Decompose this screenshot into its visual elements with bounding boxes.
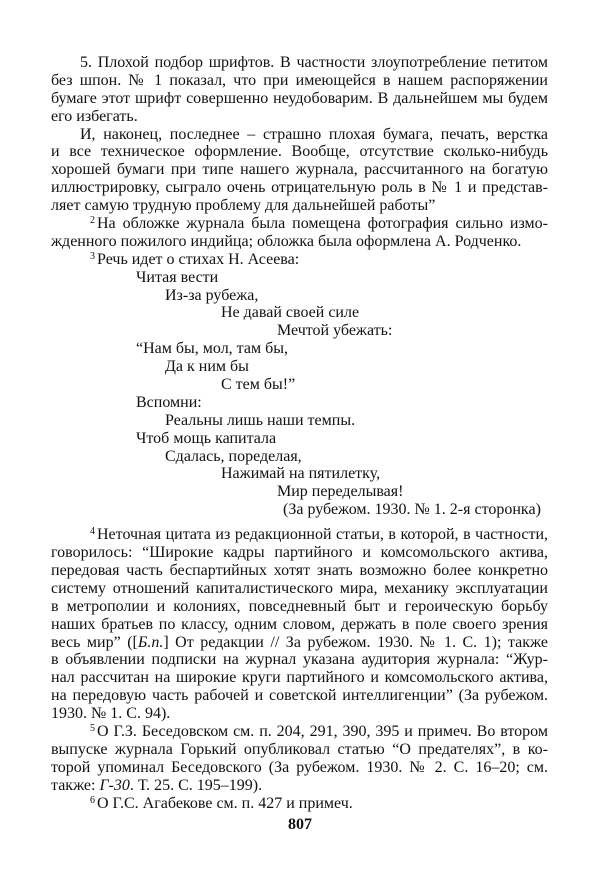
text-line bbox=[51, 598, 548, 616]
poem-line: Сдалась, поределая, bbox=[165, 447, 302, 465]
finally bbox=[51, 126, 548, 215]
text-line bbox=[51, 669, 548, 687]
text-line bbox=[51, 72, 548, 90]
line-text: нал рассчитан на широкие круги партийного и комсомольского актива, bbox=[51, 669, 548, 687]
footnote-mark: 2 bbox=[90, 215, 95, 227]
text-line bbox=[51, 723, 548, 741]
text-line bbox=[51, 687, 548, 705]
line-text: наших братьев по классу, одним словом, держать в поле своего зрения bbox=[51, 615, 548, 633]
line-text: Речь идет о стихах Н. Асеева: bbox=[97, 250, 300, 268]
italic-text: Б.п. bbox=[137, 633, 164, 651]
footnote-mark: 4 bbox=[90, 526, 95, 538]
line-text: систему отношений капиталистического мира, механику эксплуатации bbox=[51, 579, 548, 597]
text-segment: . Т. 25. С. 195–199). bbox=[129, 776, 263, 794]
poem-line: Читая вести bbox=[136, 268, 219, 286]
page-body bbox=[51, 54, 548, 812]
line-text: Неточная цитата из редакционной статьи, в которой, в частности, bbox=[97, 526, 548, 544]
footnote-2 bbox=[51, 215, 548, 251]
text-line bbox=[51, 197, 548, 215]
text-line bbox=[51, 741, 548, 759]
poem-line: Чтоб мощь капитала bbox=[136, 429, 277, 447]
text-line bbox=[51, 705, 548, 723]
footnote-4 bbox=[51, 526, 548, 723]
footnote-3 bbox=[51, 251, 548, 269]
text-line bbox=[51, 634, 548, 652]
text-line bbox=[51, 795, 548, 813]
poem-line: С тем бы!” bbox=[221, 376, 296, 394]
line-text: О Г.З. Беседовском см. п. 204, 291, 390, 395 и примеч. Во втором bbox=[97, 722, 548, 740]
text-segment: также: bbox=[51, 776, 100, 794]
line-text: в объявлении подписки на журнал указана аудитория журнала: “Жур- bbox=[51, 651, 548, 669]
line-text: в метрополии и колониях, повседневный быт и героическую борьбу bbox=[51, 597, 548, 615]
text-line bbox=[51, 580, 548, 598]
text-line bbox=[51, 54, 548, 72]
line-text: жденного пожилого индийца; обложка была оформлена А. Родченко. bbox=[51, 232, 522, 250]
text-line bbox=[51, 215, 548, 233]
poem-quote bbox=[51, 269, 548, 519]
line-text: говорилось: “Широкие кадры партийного и комсомольского актива, bbox=[51, 544, 548, 562]
line-text: О Г.С. Агабекове см. п. 427 и примеч. bbox=[97, 794, 353, 812]
footnote-6 bbox=[51, 795, 548, 813]
italic-text: Г-30 bbox=[99, 776, 130, 794]
poem-line: Из-за рубежа, bbox=[165, 286, 259, 304]
footnote-5 bbox=[51, 723, 548, 795]
text-line bbox=[51, 759, 548, 777]
text-line bbox=[51, 143, 548, 161]
line-text: на передовую часть рабочей и советской интеллигенции” (За рубежом. bbox=[51, 687, 548, 705]
line-text: хорошей бумаги при типе нашего журнала, рассчитанного на богатую bbox=[51, 161, 548, 179]
text-line bbox=[51, 777, 548, 795]
text-line bbox=[51, 651, 548, 669]
line-text: 5. Плохой подбор шрифтов. В частности злоупотребление петитом bbox=[80, 54, 548, 71]
line-text: и все техническое оформление. Вообще, отсутствие сколько-нибудь bbox=[51, 143, 548, 161]
line-text: 1930. № 1. С. 94). bbox=[51, 705, 171, 723]
text-line bbox=[51, 616, 548, 634]
text-line bbox=[51, 108, 548, 126]
text-line bbox=[51, 526, 548, 544]
line-text: без шпон. № 1 показал, что при имеющейся в нашем распоряжении bbox=[51, 71, 548, 89]
footnote-mark: 5 bbox=[90, 722, 95, 734]
text-segment: весь мир” ([ bbox=[51, 633, 138, 651]
line-text: И, наконец, последнее – страшно плохая бумага, печать, верстка bbox=[80, 125, 548, 143]
text-line bbox=[51, 544, 548, 562]
page-number: 807 bbox=[288, 816, 312, 833]
poem-line: “Нам бы, мол, там бы, bbox=[136, 340, 288, 358]
line-text: бумаге этот шрифт совершенно неудобоварим. В дальнейшем мы будем bbox=[51, 89, 548, 107]
line-text: ляет самую трудную проблему для дальнейшей работы” bbox=[51, 197, 436, 215]
line-text: торой упоминал Беседовского (За рубежом. 1930. № 2. С. 16–20; см. bbox=[51, 758, 548, 776]
poem-line: Не давай своей силе bbox=[221, 304, 360, 322]
text-line bbox=[51, 161, 548, 179]
line-text: На обложке журнала была помещена фотография сильно измо- bbox=[97, 215, 548, 233]
line-text: его избегать. bbox=[51, 107, 138, 125]
poem-line: (За рубежом. 1930. № 1. 2-я сторонка) bbox=[283, 501, 541, 519]
line-text: иллюстрировку, сыграло очень отрицательную роль в № 1 и представ- bbox=[51, 179, 548, 197]
text-line bbox=[51, 562, 548, 580]
text-line bbox=[51, 126, 548, 144]
spacer bbox=[51, 519, 548, 526]
text-line bbox=[51, 251, 548, 269]
text-line bbox=[51, 90, 548, 108]
item-5 bbox=[51, 54, 548, 126]
footnote-mark: 6 bbox=[90, 794, 95, 806]
poem-line: Да к ним бы bbox=[165, 358, 249, 376]
text-line bbox=[51, 179, 548, 197]
poem-line: Мечтой убежать: bbox=[277, 322, 393, 340]
line-text: передовая часть беспартийных хотят знать возможно более конкретно bbox=[51, 561, 548, 579]
footnote-mark: 3 bbox=[90, 250, 95, 262]
poem-line: Нажимай на пятилетку, bbox=[221, 465, 381, 483]
poem-line: Реальны лишь наши темпы. bbox=[165, 411, 356, 429]
text-segment: ] От редакции // За рубежом. 1930. № 1. С. 1); также bbox=[163, 633, 548, 651]
text-line bbox=[51, 233, 548, 251]
line-text: выпуске журнала Горький опубликовал статью “О предателях”, в ко- bbox=[51, 740, 548, 758]
poem-line: Мир переделывая! bbox=[277, 483, 404, 501]
poem-line: Вспомни: bbox=[136, 393, 202, 411]
